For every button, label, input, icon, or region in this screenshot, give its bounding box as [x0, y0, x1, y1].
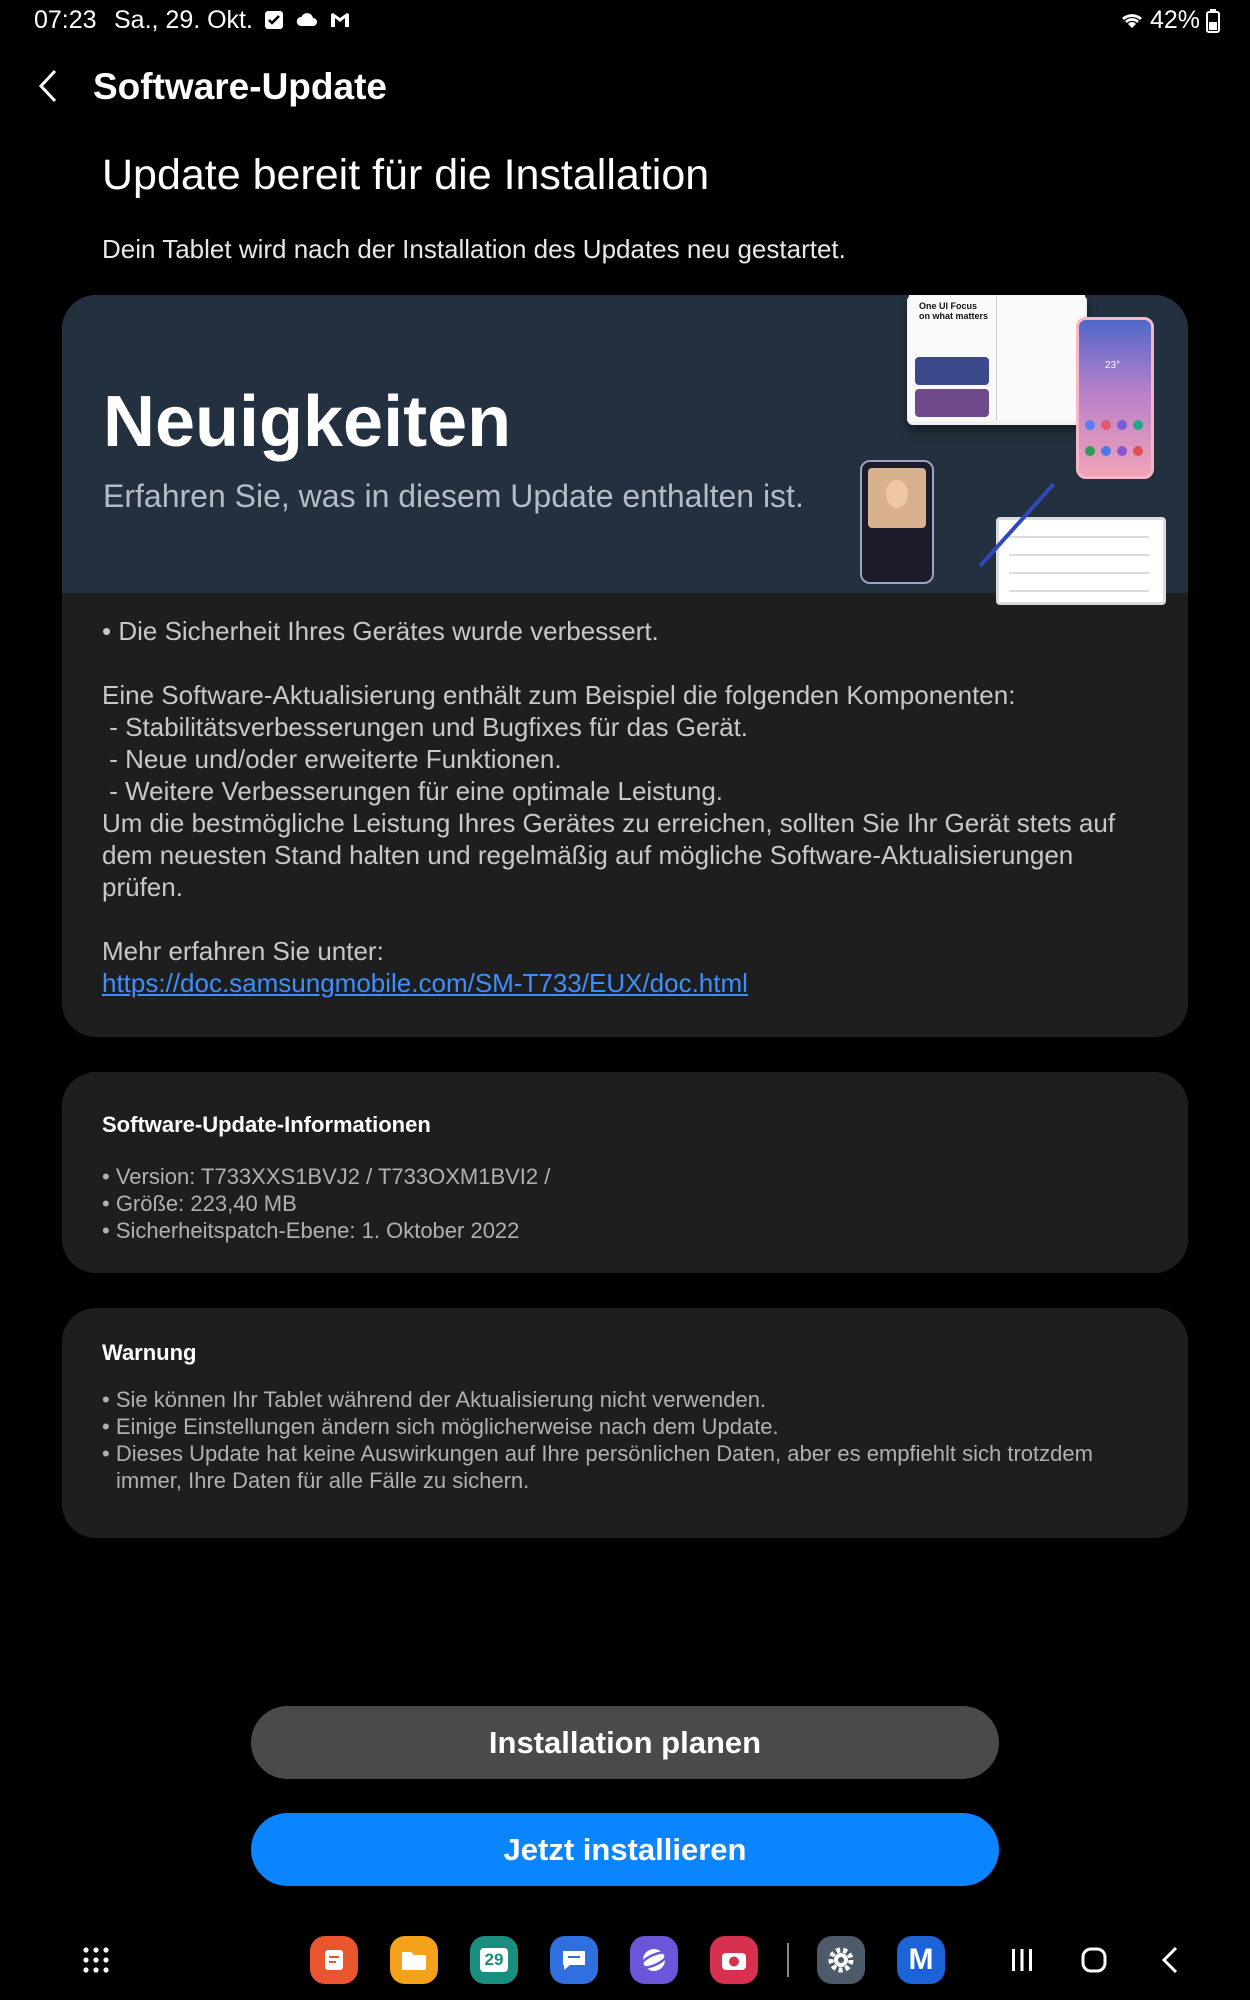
component-item: - Stabilitätsverbesserungen und Bugfixes für das Gerät.: [102, 712, 749, 742]
tablet-device-illustration: [996, 517, 1166, 605]
foldable-device-illustration: [907, 295, 1087, 425]
warning-item: • Dieses Update hat keine Auswirkungen auf Ihre persönlichen Daten, aber es empfiehlt sich trotzdem immer, Ihre Daten für alle Fälle zu sichern.: [102, 1441, 1093, 1493]
status-bar: [0, 0, 1250, 40]
status-right: [1120, 6, 1220, 35]
recent-apps-icon: [1009, 1947, 1035, 1973]
schedule-install-button[interactable]: Installation planen: [251, 1706, 999, 1779]
documentation-link[interactable]: https://doc.samsungmobile.com/SM-T733/EUX/doc.html: [102, 968, 748, 998]
checkbox-notification-icon: [262, 8, 286, 32]
whats-new-subtitle: Erfahren Sie, was in diesem Update enthalten ist.: [103, 478, 804, 514]
component-item: - Neue und/oder erweiterte Funktionen.: [102, 744, 562, 774]
dock-app-files[interactable]: [390, 1930, 438, 1990]
grid-icon: [81, 1945, 111, 1975]
calendar-app-icon: [470, 1936, 518, 1984]
navigation-bar: [0, 1930, 1250, 1990]
update-version: • Version: T733XXS1BVJ2 / T733OXM1BVI2 /: [102, 1164, 551, 1189]
back-nav-button[interactable]: [1148, 1930, 1192, 1990]
foldable-screen-text: One UI Focus on what matters: [919, 301, 989, 321]
app-bar: [0, 60, 1250, 116]
notes-app-icon: [310, 1936, 358, 1984]
dock-app-settings[interactable]: [817, 1930, 865, 1990]
whats-new-card: [62, 295, 1188, 1037]
update-info-card: [62, 1072, 1188, 1273]
dock-app-messages[interactable]: [550, 1930, 598, 1990]
more-info-label: Mehr erfahren Sie unter:: [102, 936, 384, 966]
component-item: - Weitere Verbesserungen für eine optimale Leistung.: [102, 776, 724, 806]
camera-app-icon: [710, 1936, 758, 1984]
update-info-title: Software-Update-Informationen: [102, 1112, 431, 1137]
phone-weather-text: 23°: [1105, 360, 1121, 371]
dock-app-mail[interactable]: [897, 1930, 945, 1990]
messages-app-icon: [550, 1936, 598, 1984]
whats-new-details: [102, 615, 1152, 999]
dock-app-camera[interactable]: [710, 1930, 758, 1990]
security-patch-level: • Sicherheitspatch-Ebene: 1. Oktober 2022: [102, 1218, 520, 1243]
flip-device-illustration: [860, 460, 934, 584]
update-info-list: [102, 1163, 1152, 1244]
files-app-icon: [390, 1936, 438, 1984]
components-intro: Eine Software-Aktualisierung enthält zum Beispiel die folgenden Komponenten:: [102, 680, 1016, 710]
whats-new-banner: [62, 295, 1188, 593]
warning-list: [102, 1386, 1152, 1494]
back-nav-icon: [1160, 1945, 1180, 1975]
settings-app-icon: [817, 1936, 865, 1984]
cloud-notification-icon: [295, 8, 319, 32]
warning-item: • Einige Einstellungen ändern sich möglicherweise nach dem Update.: [102, 1414, 779, 1439]
dock-app-notes[interactable]: [310, 1930, 358, 1990]
app-drawer-button[interactable]: [72, 1930, 120, 1990]
gmail-notification-icon: [328, 8, 352, 32]
restart-notice: Dein Tablet wird nach der Installation des Updates neu gestartet.: [102, 234, 846, 264]
warning-item: • Sie können Ihr Tablet während der Aktualisierung nicht verwenden.: [102, 1387, 767, 1412]
calendar-day: 29: [480, 1948, 509, 1972]
dock-app-internet[interactable]: [630, 1930, 678, 1990]
home-icon: [1080, 1946, 1108, 1974]
notification-icons: [262, 8, 352, 32]
status-date: Sa., 29. Okt.: [114, 6, 253, 34]
security-note: • Die Sicherheit Ihres Gerätes wurde verbessert.: [102, 616, 659, 646]
update-size: • Größe: 223,40 MB: [102, 1191, 297, 1216]
warning-card: [62, 1308, 1188, 1538]
whats-new-title: Neuigkeiten: [103, 382, 512, 462]
back-button[interactable]: [26, 64, 70, 108]
install-now-button[interactable]: Jetzt installieren: [251, 1813, 999, 1886]
status-time: 07:23: [34, 6, 97, 34]
update-advice: Um die bestmögliche Leistung Ihres Gerätes zu erreichen, sollten Sie Ihr Gerät stets auf dem neuesten Stand halten und regelmäßig auf mögliche Software-Aktualisierungen prüfen.: [102, 808, 1123, 902]
page-title: Software-Update: [93, 66, 387, 107]
warning-title: Warnung: [102, 1340, 197, 1365]
battery-percent: 42%: [1149, 6, 1200, 34]
dock-app-calendar[interactable]: [470, 1930, 518, 1990]
recent-apps-button[interactable]: [1000, 1930, 1044, 1990]
phone-device-illustration: [1076, 317, 1154, 479]
wifi-icon: [1120, 9, 1144, 33]
home-button[interactable]: [1072, 1930, 1116, 1990]
mail-app-letter: M: [908, 1943, 934, 1976]
internet-app-icon: [630, 1936, 678, 1984]
chevron-left-icon: [37, 68, 59, 104]
battery-icon: [1206, 9, 1220, 33]
mail-app-icon: [897, 1936, 945, 1984]
dock-divider: [786, 1930, 790, 1990]
update-headline: Update bereit für die Installation: [102, 151, 710, 199]
